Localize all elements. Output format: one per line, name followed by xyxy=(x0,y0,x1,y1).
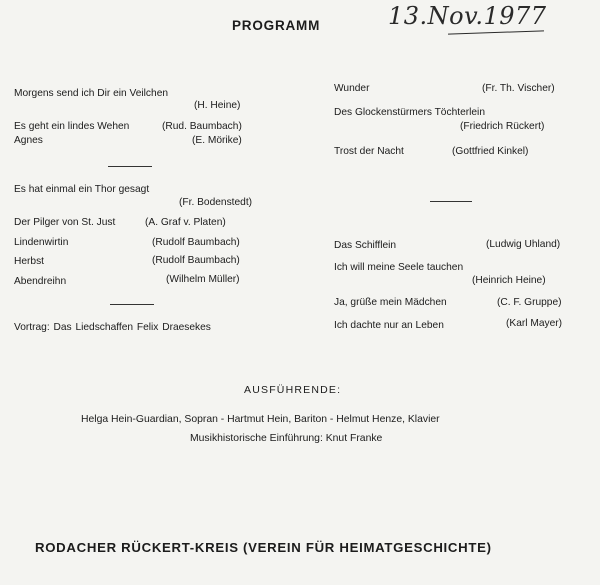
performers-line: Helga Hein-Guardian, Sopran - Hartmut Hein, Bariton - Helmut Henze, Klavier xyxy=(81,414,440,425)
page-title: PROGRAMM xyxy=(232,18,321,33)
left-song-title: Morgens send ich Dir ein Veilchen xyxy=(14,88,169,99)
left-song-author: (Rud. Baumbach) xyxy=(162,121,242,132)
left-song-title: Herbst xyxy=(14,256,45,267)
right-song-author: (Ludwig Uhland) xyxy=(486,239,561,250)
section-divider xyxy=(430,201,472,202)
left-song-title: Agnes xyxy=(14,135,43,146)
left-song-title: Lindenwirtin xyxy=(14,237,69,248)
left-song-title: Es geht ein lindes Wehen xyxy=(14,121,130,132)
introduction-line: Musikhistorische Einführung: Knut Franke xyxy=(190,433,383,444)
right-song-author: (Fr. Th. Vischer) xyxy=(482,83,555,94)
left-song-author: (Wilhelm Müller) xyxy=(166,274,240,285)
left-song-title: Der Pilger von St. Just xyxy=(14,217,116,228)
left-song-author: (E. Mörike) xyxy=(192,135,242,146)
right-song-title: Ja, grüße mein Mädchen xyxy=(334,297,447,308)
right-song-author: (Friedrich Rückert) xyxy=(460,121,545,132)
section-divider xyxy=(110,304,154,305)
right-song-author: (Heinrich Heine) xyxy=(472,275,546,286)
right-song-title: Des Glockenstürmers Töchterlein xyxy=(334,107,485,118)
handwritten-underline xyxy=(448,30,544,34)
right-song-title: Das Schifflein xyxy=(334,240,397,251)
right-song-author: (Karl Mayer) xyxy=(506,318,563,329)
right-song-title: Ich dachte nur an Leben xyxy=(334,320,444,331)
left-song-author: (Rudolf Baumbach) xyxy=(152,255,240,266)
performers-heading: AUSFÜHRENDE: xyxy=(244,384,342,396)
left-song-title: Abendreihn xyxy=(14,276,67,287)
footer-organization: RODACHER RÜCKERT-KREIS (VEREIN FÜR HEIMATGESCHICHTE) xyxy=(35,540,492,555)
right-song-author: (Gottfried Kinkel) xyxy=(452,146,529,157)
left-song-author: (Fr. Bodenstedt) xyxy=(179,197,253,208)
left-song-author: (H. Heine) xyxy=(194,100,241,111)
lecture-line: Vortrag: Das Liedschaffen Felix Draesekes xyxy=(14,322,211,333)
right-song-title: Wunder xyxy=(334,83,370,94)
left-song-author: (A. Graf v. Platen) xyxy=(145,217,226,228)
right-song-title: Ich will meine Seele tauchen xyxy=(334,262,464,273)
left-song-author: (Rudolf Baumbach) xyxy=(152,237,240,248)
right-song-title: Trost der Nacht xyxy=(334,146,404,157)
right-song-author: (C. F. Gruppe) xyxy=(497,297,562,308)
handwritten-date: 13.Nov.1977 xyxy=(388,2,547,30)
left-song-title: Es hat einmal ein Thor gesagt xyxy=(14,184,150,195)
section-divider xyxy=(108,166,152,167)
